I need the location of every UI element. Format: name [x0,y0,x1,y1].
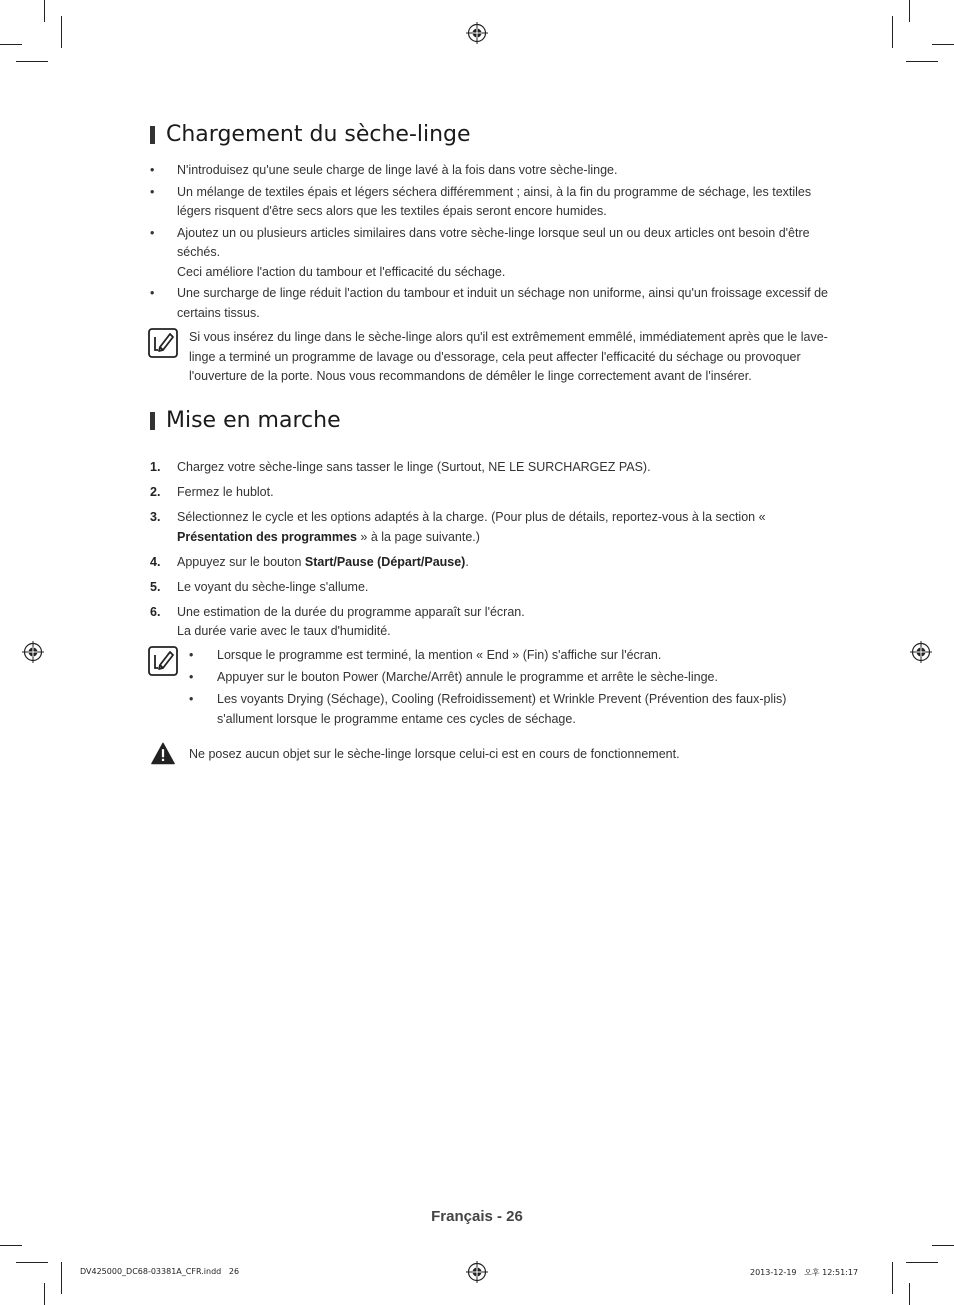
crop-mark [892,1262,893,1294]
crop-mark [44,1283,45,1305]
list-item: • Une surcharge de linge réduit l'action du tambour et induit un séchage non uniforme, ainsi qu'un froissage excessif de certains tissus. [150,286,829,320]
crop-mark [906,1262,938,1263]
step-item: 4. Appuyez sur le bouton Start/Pause (Départ/Pause). [150,554,469,569]
note-bullet-list [189,646,843,732]
registration-mark-icon [466,1261,488,1283]
note-tangled-laundry [148,328,843,387]
crop-mark [61,16,62,48]
heading-bar [150,126,155,144]
loading-bullet-list [150,161,840,325]
section-title-loading [150,122,471,147]
crop-mark [909,1283,910,1305]
step-item: 6. Une estimation de la durée du programme apparaît sur l'écran. La durée varie avec le taux d'humidité. [150,604,525,638]
list-item: • Ajoutez un ou plusieurs articles similaires dans votre sèche-linge lorsque seul un ou deux articles ont besoin d'être séchés. Ceci améliore l'action du tambour et l'efficacité du séchage. [150,225,810,279]
list-item: • Appuyer sur le bouton Power (Marche/Arrêt) annule le programme et arrête le sèche-linge. [189,670,718,684]
list-item: • Les voyants Drying (Séchage), Cooling (Refroidissement) et Wrinkle Prevent (Prévention des faux-plis) s'allument lorsque le programme entame ces cycles de séchage. [189,692,787,726]
note-pencil-icon [148,646,178,676]
list-item: • Lorsque le programme est terminé, la mention « End » (Fin) s'affiche sur l'écran. [189,648,662,662]
slug-timestamp: 2013-12-19 오후 12:51:17 [750,1268,859,1277]
warning-no-objects [148,744,843,766]
crop-mark [892,16,893,48]
crop-mark [932,1245,954,1246]
step-item: 1. Chargez votre sèche-linge sans tasser le linge (Surtout, NE LE SURCHARGEZ PAS). [150,460,651,474]
crop-mark [16,61,48,62]
warning-triangle-icon [148,742,178,766]
crop-mark [0,1245,22,1246]
section-title-text: Mise en marche [166,408,341,433]
heading-bar [150,412,155,430]
crop-mark [932,44,954,45]
slug-filename: DV425000_DC68-03381A_CFR.indd 26 [80,1267,240,1276]
crop-mark [16,1262,48,1263]
registration-mark-icon [466,22,488,44]
note-pencil-icon [148,328,178,358]
list-item: • Un mélange de textiles épais et légers séchera différemment ; ainsi, à la fin du programme de séchage, les textiles légers risquent d'être secs alors que les textiles épais seront encore humides. [150,184,812,218]
crop-mark [906,61,938,62]
section-title-text: Chargement du sèche-linge [166,122,471,147]
note-text: Si vous insérez du linge dans le sèche-linge alors qu'il est extrêmement emmêlé, immédiatement après que le lave-linge a terminé un programme de lavage ou d'essorage, cela peut affecter l'efficacité du séchage ou provoquer l'ouverture de la porte. Nous vous recommandons de démêler le linge correctement avant de l'insérer. [189,330,828,383]
registration-mark-icon [22,641,44,663]
page-number: Français - 26 [431,1208,523,1225]
crop-mark [0,44,22,45]
crop-mark [909,0,910,22]
start-steps-list [150,458,840,647]
step-item: 2. Fermez le hublot. [150,485,274,499]
registration-mark-icon [910,641,932,663]
step-item: 3. Sélectionnez le cycle et les options adaptés à la charge. (Pour plus de détails, reportez-vous à la section « Présentation des programmes » à la page suivante.) [150,510,766,544]
warning-text: Ne posez aucun objet sur le sèche-linge lorsque celui-ci est en cours de fonctionnement. [189,747,680,761]
step-item: 5. Le voyant du sèche-linge s'allume. [150,579,369,594]
note-program-status [148,646,843,732]
section-title-start [150,408,341,433]
list-item: • N'introduisez qu'une seule charge de linge lavé à la fois dans votre sèche-linge. [150,163,618,177]
crop-mark [61,1262,62,1294]
crop-mark [44,0,45,22]
